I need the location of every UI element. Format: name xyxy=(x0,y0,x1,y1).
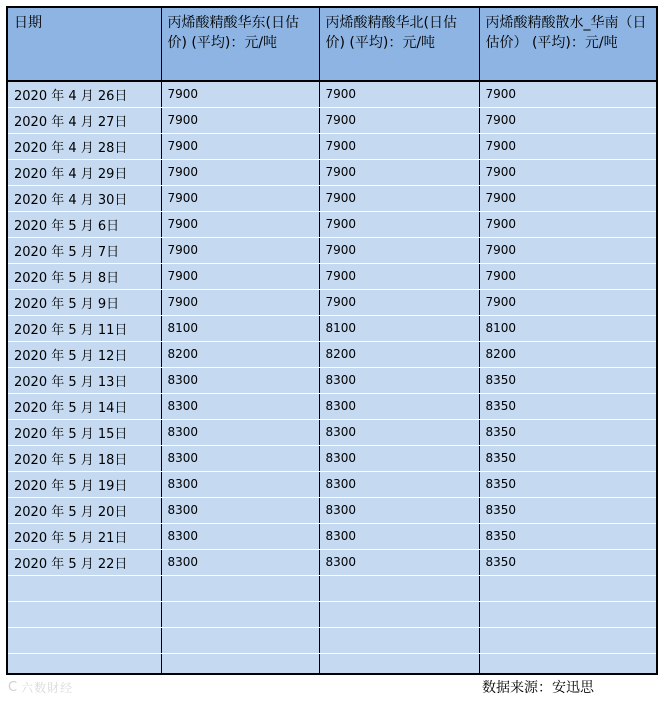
empty-cell xyxy=(8,627,161,653)
east-china-cell: 7900 xyxy=(161,211,319,237)
north-china-cell: 8300 xyxy=(319,549,479,575)
south-china-cell: 7900 xyxy=(479,263,656,289)
table-body xyxy=(8,81,656,675)
date-cell: 2020 年 5 月 9日 xyxy=(8,289,161,315)
table-row xyxy=(8,471,656,497)
east-china-cell: 7900 xyxy=(161,81,319,107)
header-north-china: 丙烯酸精酸华北(日估价) (平均)：元/吨 xyxy=(319,8,479,81)
header-row xyxy=(8,8,656,81)
south-china-cell: 8200 xyxy=(479,341,656,367)
date-cell: 2020 年 5 月 13日 xyxy=(8,367,161,393)
north-china-cell: 8300 xyxy=(319,523,479,549)
south-china-cell: 8350 xyxy=(479,419,656,445)
south-china-cell: 7900 xyxy=(479,237,656,263)
north-china-cell: 8300 xyxy=(319,471,479,497)
watermark-logo-icon: C xyxy=(8,680,19,695)
date-cell: 2020 年 4 月 30日 xyxy=(8,185,161,211)
empty-cell xyxy=(8,575,161,601)
east-china-cell: 7900 xyxy=(161,237,319,263)
south-china-cell: 8350 xyxy=(479,393,656,419)
south-china-cell: 7900 xyxy=(479,133,656,159)
date-cell: 2020 年 5 月 14日 xyxy=(8,393,161,419)
north-china-cell: 8300 xyxy=(319,445,479,471)
date-cell: 2020 年 5 月 6日 xyxy=(8,211,161,237)
north-china-cell: 7900 xyxy=(319,133,479,159)
date-cell: 2020 年 4 月 29日 xyxy=(8,159,161,185)
table-row xyxy=(8,497,656,523)
empty-table-row xyxy=(8,653,656,675)
north-china-cell: 7900 xyxy=(319,159,479,185)
date-cell: 2020 年 4 月 26日 xyxy=(8,81,161,107)
empty-cell xyxy=(161,627,319,653)
east-china-cell: 8300 xyxy=(161,549,319,575)
east-china-cell: 8300 xyxy=(161,497,319,523)
watermark xyxy=(8,679,73,696)
empty-cell xyxy=(161,653,319,675)
south-china-cell: 8350 xyxy=(479,497,656,523)
north-china-cell: 7900 xyxy=(319,289,479,315)
empty-cell xyxy=(161,601,319,627)
header-south-china: 丙烯酸精酸散水_华南（日估价） (平均)：元/吨 xyxy=(479,8,656,81)
date-cell: 2020 年 5 月 12日 xyxy=(8,341,161,367)
south-china-cell: 7900 xyxy=(479,185,656,211)
south-china-cell: 8350 xyxy=(479,549,656,575)
date-cell: 2020 年 5 月 20日 xyxy=(8,497,161,523)
header-east-china: 丙烯酸精酸华东(日估价) (平均)：元/吨 xyxy=(161,8,319,81)
east-china-cell: 8300 xyxy=(161,393,319,419)
north-china-cell: 7900 xyxy=(319,211,479,237)
south-china-cell: 7900 xyxy=(479,81,656,107)
empty-cell xyxy=(8,653,161,675)
empty-table-row xyxy=(8,627,656,653)
north-china-cell: 8100 xyxy=(319,315,479,341)
east-china-cell: 8300 xyxy=(161,523,319,549)
table-row xyxy=(8,107,656,133)
watermark-text: 六数財经 xyxy=(21,681,74,695)
north-china-cell: 7900 xyxy=(319,237,479,263)
table-row xyxy=(8,159,656,185)
north-china-cell: 7900 xyxy=(319,263,479,289)
table-row xyxy=(8,289,656,315)
empty-cell xyxy=(479,601,656,627)
table-row xyxy=(8,315,656,341)
east-china-cell: 7900 xyxy=(161,263,319,289)
date-cell: 2020 年 5 月 7日 xyxy=(8,237,161,263)
price-table xyxy=(8,8,656,675)
south-china-cell: 7900 xyxy=(479,159,656,185)
date-cell: 2020 年 5 月 19日 xyxy=(8,471,161,497)
south-china-cell: 8100 xyxy=(479,315,656,341)
date-cell: 2020 年 4 月 27日 xyxy=(8,107,161,133)
east-china-cell: 7900 xyxy=(161,289,319,315)
north-china-cell: 8200 xyxy=(319,341,479,367)
east-china-cell: 8300 xyxy=(161,419,319,445)
north-china-cell: 8300 xyxy=(319,419,479,445)
table-row xyxy=(8,523,656,549)
east-china-cell: 7900 xyxy=(161,185,319,211)
empty-cell xyxy=(479,575,656,601)
south-china-cell: 8350 xyxy=(479,445,656,471)
north-china-cell: 7900 xyxy=(319,107,479,133)
date-cell: 2020 年 5 月 15日 xyxy=(8,419,161,445)
east-china-cell: 8200 xyxy=(161,341,319,367)
east-china-cell: 7900 xyxy=(161,159,319,185)
empty-cell xyxy=(319,575,479,601)
date-cell: 2020 年 5 月 11日 xyxy=(8,315,161,341)
table-row xyxy=(8,263,656,289)
date-cell: 2020 年 5 月 21日 xyxy=(8,523,161,549)
date-cell: 2020 年 5 月 22日 xyxy=(8,549,161,575)
south-china-cell: 7900 xyxy=(479,289,656,315)
north-china-cell: 8300 xyxy=(319,367,479,393)
empty-cell xyxy=(8,601,161,627)
south-china-cell: 8350 xyxy=(479,471,656,497)
date-cell: 2020 年 5 月 8日 xyxy=(8,263,161,289)
east-china-cell: 8100 xyxy=(161,315,319,341)
east-china-cell: 7900 xyxy=(161,107,319,133)
east-china-cell: 8300 xyxy=(161,367,319,393)
table-row xyxy=(8,133,656,159)
date-cell: 2020 年 5 月 18日 xyxy=(8,445,161,471)
east-china-cell: 7900 xyxy=(161,133,319,159)
empty-cell xyxy=(479,627,656,653)
south-china-cell: 8350 xyxy=(479,367,656,393)
table-row xyxy=(8,341,656,367)
date-cell: 2020 年 4 月 28日 xyxy=(8,133,161,159)
empty-cell xyxy=(319,601,479,627)
table-row xyxy=(8,237,656,263)
empty-cell xyxy=(161,575,319,601)
south-china-cell: 7900 xyxy=(479,107,656,133)
table-row xyxy=(8,211,656,237)
empty-cell xyxy=(479,653,656,675)
table-row xyxy=(8,419,656,445)
east-china-cell: 8300 xyxy=(161,445,319,471)
north-china-cell: 7900 xyxy=(319,185,479,211)
north-china-cell: 8300 xyxy=(319,393,479,419)
east-china-cell: 8300 xyxy=(161,471,319,497)
data-source-note: 数据来源：安迅思 xyxy=(482,680,594,696)
table-row xyxy=(8,549,656,575)
south-china-cell: 7900 xyxy=(479,211,656,237)
price-table-frame xyxy=(6,6,658,675)
table-row xyxy=(8,445,656,471)
empty-cell xyxy=(319,627,479,653)
north-china-cell: 8300 xyxy=(319,497,479,523)
table-row xyxy=(8,185,656,211)
empty-table-row xyxy=(8,575,656,601)
table-row xyxy=(8,81,656,107)
south-china-cell: 8350 xyxy=(479,523,656,549)
table-row xyxy=(8,367,656,393)
table-row xyxy=(8,393,656,419)
header-date: 日期 xyxy=(8,8,161,81)
empty-cell xyxy=(319,653,479,675)
empty-table-row xyxy=(8,601,656,627)
north-china-cell: 7900 xyxy=(319,81,479,107)
